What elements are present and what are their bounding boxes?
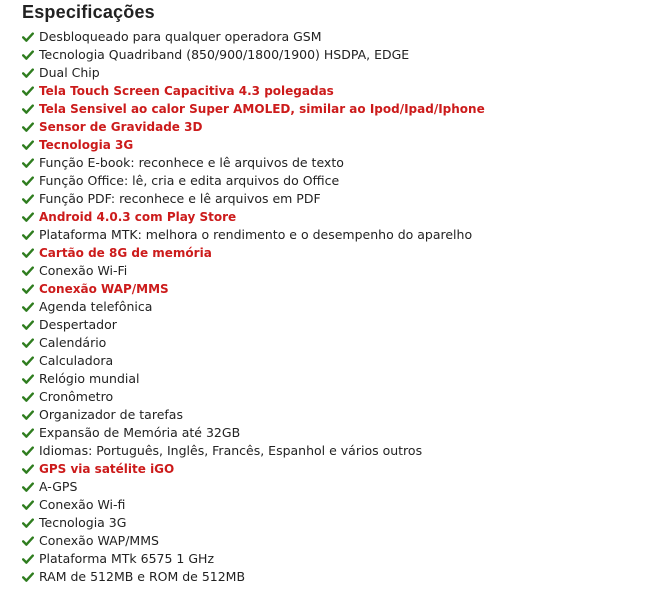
spec-list-item: [22, 118, 485, 136]
checkmark-icon: [22, 67, 34, 79]
spec-item-text: Cronômetro: [39, 389, 114, 404]
checkmark-icon: [22, 247, 34, 259]
checkmark-icon: [22, 499, 34, 511]
checkmark-icon: [22, 139, 34, 151]
checkmark-icon: [22, 49, 34, 61]
spec-item-text: Calendário: [39, 335, 107, 350]
spec-item-text: Expansão de Memória até 32GB: [39, 425, 241, 440]
spec-item-text: Calculadora: [39, 353, 114, 368]
spec-list-item: [22, 424, 485, 442]
spec-list-item: [22, 298, 485, 316]
spec-list-item: [22, 262, 485, 280]
checkmark-icon: [22, 229, 34, 241]
checkmark-icon: [22, 121, 34, 133]
spec-item-text: Tecnologia 3G: [39, 515, 127, 530]
spec-list-item: [22, 244, 485, 262]
spec-list-item: [22, 550, 485, 568]
checkmark-icon: [22, 481, 34, 493]
checkmark-icon: [22, 571, 34, 583]
spec-item-text: Sensor de Gravidade 3D: [39, 120, 203, 134]
spec-item-text: Plataforma MTk 6575 1 GHz: [39, 551, 214, 566]
spec-list-item: [22, 190, 485, 208]
spec-item-text: Função PDF: reconhece e lê arquivos em PDF: [39, 191, 321, 206]
spec-list-item: [22, 64, 485, 82]
checkmark-icon: [22, 175, 34, 187]
checkmark-icon: [22, 391, 34, 403]
spec-item-text: Conexão Wi-fi: [39, 497, 126, 512]
checkmark-icon: [22, 373, 34, 385]
spec-list-item: [22, 442, 485, 460]
spec-list-item: [22, 28, 485, 46]
spec-item-text: RAM de 512MB e ROM de 512MB: [39, 569, 246, 584]
spec-list-item: [22, 100, 485, 118]
spec-item-text: Agenda telefônica: [39, 299, 153, 314]
spec-list-item: [22, 46, 485, 64]
spec-item-text: Função Office: lê, cria e edita arquivos do Office: [39, 173, 340, 188]
checkmark-icon: [22, 409, 34, 421]
spec-list-item: [22, 316, 485, 334]
spec-list-item: [22, 82, 485, 100]
spec-list-item: [22, 532, 485, 550]
checkmark-icon: [22, 103, 34, 115]
spec-list-item: [22, 496, 485, 514]
spec-list-item: [22, 370, 485, 388]
checkmark-icon: [22, 355, 34, 367]
spec-item-text: Tela Sensivel ao calor Super AMOLED, similar ao Ipod/Ipad/Iphone: [39, 102, 485, 116]
spec-list-item: [22, 334, 485, 352]
checkmark-icon: [22, 553, 34, 565]
spec-item-text: Plataforma MTK: melhora o rendimento e o desempenho do aparelho: [39, 227, 473, 242]
checkmark-icon: [22, 193, 34, 205]
spec-item-text: Conexão WAP/MMS: [39, 282, 169, 296]
checkmark-icon: [22, 445, 34, 457]
checkmark-icon: [22, 85, 34, 97]
spec-item-text: Tecnologia 3G: [39, 138, 134, 152]
spec-item-text: Conexão WAP/MMS: [39, 533, 159, 548]
checkmark-icon: [22, 319, 34, 331]
spec-item-text: Organizador de tarefas: [39, 407, 183, 422]
spec-item-text: Dual Chip: [39, 65, 100, 80]
checkmark-icon: [22, 265, 34, 277]
spec-list-item: [22, 568, 485, 586]
spec-list-item: [22, 352, 485, 370]
spec-item-text: Relógio mundial: [39, 371, 140, 386]
spec-list-item: [22, 154, 485, 172]
checkmark-icon: [22, 31, 34, 43]
spec-item-text: GPS via satélite iGO: [39, 462, 175, 476]
spec-list-item: [22, 280, 485, 298]
checkmark-icon: [22, 211, 34, 223]
checkmark-icon: [22, 427, 34, 439]
spec-item-text: A-GPS: [39, 479, 78, 494]
spec-list-item: [22, 226, 485, 244]
spec-list-item: [22, 478, 485, 496]
checkmark-icon: [22, 463, 34, 475]
spec-item-text: Tecnologia Quadriband (850/900/1800/1900) HSDPA, EDGE: [39, 47, 410, 62]
checkmark-icon: [22, 301, 34, 313]
checkmark-icon: [22, 535, 34, 547]
spec-item-text: Cartão de 8G de memória: [39, 246, 212, 260]
checkmark-icon: [22, 157, 34, 169]
spec-item-text: Idiomas: Português, Inglês, Francês, Espanhol e vários outros: [39, 443, 423, 458]
spec-list-item: [22, 136, 485, 154]
spec-item-text: Função E-book: reconhece e lê arquivos de texto: [39, 155, 344, 170]
page-title: Especificações: [22, 2, 155, 22]
spec-list-item: [22, 406, 485, 424]
spec-list-item: [22, 208, 485, 226]
checkmark-icon: [22, 283, 34, 295]
spec-item-text: Conexão Wi-Fi: [39, 263, 128, 278]
spec-list-item: [22, 514, 485, 532]
checkmark-icon: [22, 517, 34, 529]
spec-list: [22, 28, 485, 586]
checkmark-icon: [22, 337, 34, 349]
spec-item-text: Tela Touch Screen Capacitiva 4.3 polegadas: [39, 84, 334, 98]
spec-item-text: Despertador: [39, 317, 117, 332]
spec-item-text: Desbloqueado para qualquer operadora GSM: [39, 29, 322, 44]
spec-list-item: [22, 460, 485, 478]
spec-list-item: [22, 388, 485, 406]
spec-list-item: [22, 172, 485, 190]
spec-item-text: Android 4.0.3 com Play Store: [39, 210, 237, 224]
